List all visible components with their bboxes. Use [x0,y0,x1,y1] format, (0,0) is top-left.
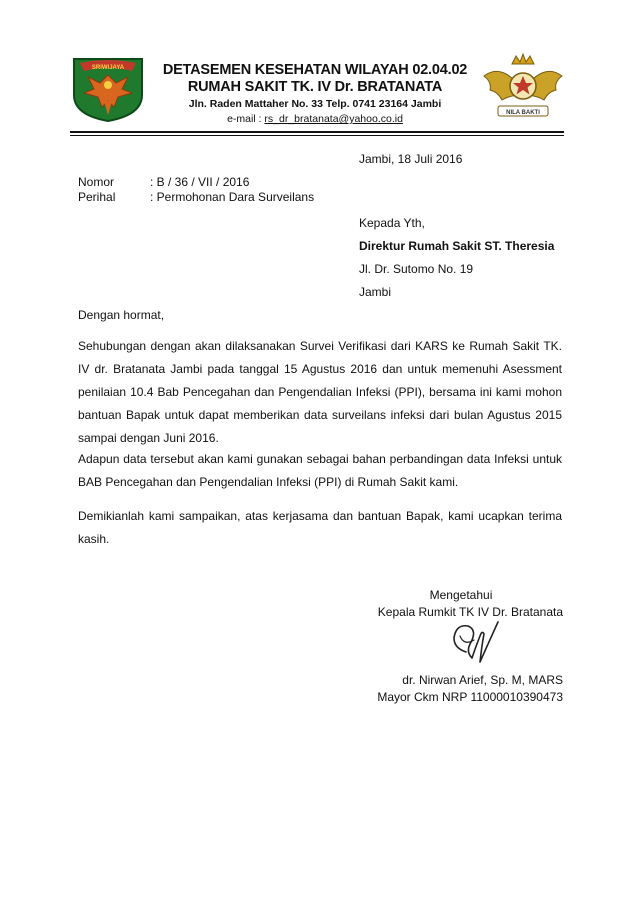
org-email-line [150,112,480,126]
salutation: Dengan hormat, [78,308,165,322]
nila-bakti-logo-text: NILA BAKTI [506,110,540,116]
body-paragraph-3: Demikianlah kami sampaikan, atas kerjasama dan bantuan Bapak, kami ucapkan terima kasih. [78,509,562,546]
recipient-street: Jl. Dr. Sutomo No. 19 [359,262,474,276]
letterhead [150,62,480,126]
email-label: e-mail : [227,113,262,125]
recipient-city: Jambi [359,285,392,299]
recipient-name: Direktur Rumah Sakit ST. Theresia [359,239,555,253]
nila-bakti-emblem-logo [482,52,564,128]
recipient-greeting: Kepada Yth, [359,216,425,230]
signatory-rank: Mayor Ckm NRP 11000010390473 [377,690,563,704]
body-paragraph-2: Adapun data tersebut akan kami gunakan sebagai bahan perbandingan data Infeksi untuk BAB Pencegahan dan Pengendalian Infeksi (PPI) di Rumah Sakit kami. [78,452,562,489]
email-link[interactable]: rs_dr_bratanata@yahoo.co.id [264,113,403,125]
nomor-value: : B / 36 / VII / 2016 [150,175,250,189]
perihal-value: : Permohonan Dara Surveilans [150,190,315,204]
sriwijaya-logo-text: SRIWIJAYA [91,65,125,71]
closing-position: Kepala Rumkit TK IV Dr. Bratanata [377,605,563,619]
perihal-label: Perihal [78,190,116,204]
place-date: Jambi, 18 Juli 2016 [359,152,463,166]
org-title-line1: DETASEMEN KESEHATAN WILAYAH 02.04.02 [162,62,468,78]
header-rule-thin [70,135,564,136]
body-paragraph-1: Sehubungan dengan akan dilaksanakan Survei Verifikasi dari KARS ke Rumah Sakit TK. IV dr. Bratanata Jambi pada tanggal 15 Agustus 2016 dan untuk memenuhi Asessment penilaian 10.4 Bab Pencegahan dan Pengendalian Infeksi (PPI), bersama ini kami mohon bantuan Bapak untuk dapat memberikan data surveilans infeksi dari bulan Agustus 2015 sampai dengan Juni 2016. [78,339,562,445]
closing-mengetahui: Mengetahui [429,588,493,602]
signatory-name: dr. Nirwan Arief, Sp. M, MARS [402,673,563,687]
nomor-label: Nomor [78,175,115,189]
sriwijaya-emblem-logo [70,55,146,123]
org-title-line2: RUMAH SAKIT TK. IV Dr. BRATANATA [187,79,443,95]
org-address: Jln. Raden Mattaher No. 33 Telp. 0741 23164 Jambi [188,98,442,110]
handwritten-signature [440,618,500,670]
header-rule-thick [70,131,564,133]
